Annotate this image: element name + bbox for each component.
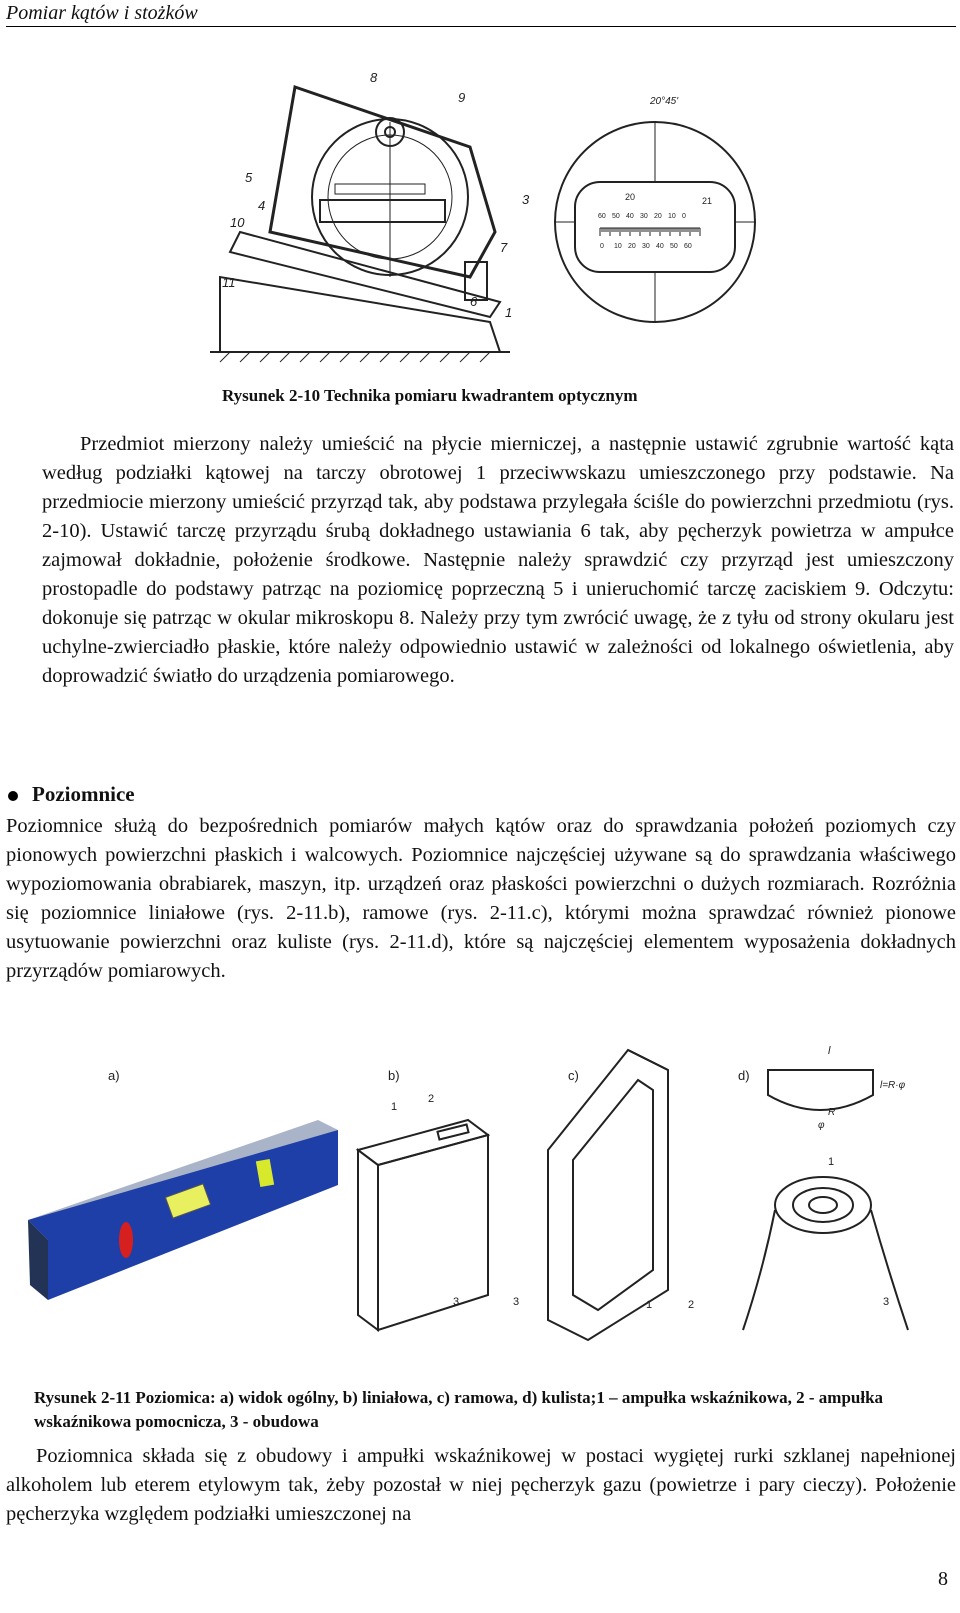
callout-4: 4 — [258, 198, 266, 213]
paragraph-2: Poziomnice służą do bezpośrednich pomiarów małych kątów oraz do sprawdzania położeń poziomych czy pionowych powierzchni płaskich i walcowych. Poziomnice najczęściej używane są do sprawdzania właściwego wypoziomowania obrabiarek, maszyn, itp. urządzeń oraz płaskości powierzchni o dużych rozmiarach. Rozróżnia się poziomnice liniałowe (rys. 2-11.b), ramowe (rys. 2-11.c), którymi można sprawdzać również pionowe usytuowanie powierzchni oraz kuliste (rys. 2-11.d), które są najczęściej elementem wyposażenia dokładnych przyrządów pomiarowych. — [6, 815, 956, 982]
section-heading — [8, 782, 135, 807]
scale-lower-number: 50 — [670, 243, 678, 250]
spherical-vial-bubble — [809, 1197, 837, 1213]
frame-edge — [628, 1050, 668, 1070]
callout-6: 6 — [470, 294, 478, 309]
b-callout-3: 3 — [453, 1296, 460, 1308]
d-formula: l=R·φ — [880, 1080, 906, 1091]
transverse-level — [335, 184, 425, 194]
c-callout-3: 3 — [513, 1296, 520, 1308]
level-red-window — [119, 1222, 133, 1258]
figure1-caption: Rysunek 2-10 Technika pomiaru kwadrantem optycznym — [222, 386, 638, 405]
panel-a — [28, 1068, 338, 1300]
d-length-label: l — [828, 1045, 831, 1057]
callout-11: 11 — [222, 275, 236, 290]
scale-top-20: 20 — [625, 192, 636, 202]
panel-d — [738, 1045, 908, 1330]
figure-spirit-levels — [28, 1040, 958, 1360]
scale-top-21: 21 — [702, 196, 713, 206]
scale-upper-number: 60 — [598, 213, 606, 220]
b-callout-1: 1 — [391, 1101, 398, 1113]
scale-upper-number: 50 — [612, 213, 620, 220]
section-heading-text: Poziomnice — [32, 782, 135, 806]
bullet-dot — [8, 791, 18, 801]
page-number: 8 — [938, 1568, 948, 1590]
scale-lower-number: 30 — [642, 243, 650, 250]
scale-upper-number: 30 — [640, 213, 648, 220]
scale-upper-numbers — [598, 213, 686, 220]
scale-upper-number: 40 — [626, 213, 634, 220]
scale-upper-number: 0 — [682, 213, 686, 220]
d-radius-label: R — [828, 1107, 836, 1118]
ruler-level-front — [358, 1150, 378, 1330]
c-callout-1: 1 — [646, 1299, 653, 1311]
figure-optical-quadrant — [200, 62, 770, 377]
paragraph-1: Przedmiot mierzony należy umieścić na płycie mierniczej, a następnie ustawić zgrubnie wartość kąta według podziałki kątowej na tarczy obrotowej 1 przeciwwskazu umieszczonego przy podstawie. Na przedmiocie mierzony umieścić przyrząd tak, aby podstawa przylegała ściśle do powierzchni przedmiotu (rys. 2-10). Ustawić tarczę przyrządu śrubą dokładnego ustawiania 6 tak, aby pęcherzyk powietrza w ampułce zajmował dokładnie, położenie środkowe. Następnie należy sprawdzić czy przyrząd jest umieszczony prostopadle do podstawy patrząc na poziomicę poprzeczną 5 i unieruchomić tarczę zaciskiem 9. Odczytu: dokonuje się patrząc w okular mikroskopu 8. Należy przy tym zwrócić uwagę, że z tyłu od strony okularu jest uchylne-zwierciadło płaskie, które należy odpowiednio ustawić w zależności od lokalnego oświetlenia, aby doprowadzić światło do urządzenia pomiarowego. — [42, 433, 954, 687]
d-callout-3: 3 — [883, 1296, 890, 1308]
base-hatching — [220, 352, 490, 362]
callout-5: 5 — [245, 170, 253, 185]
callout-3: 3 — [522, 192, 530, 207]
ruler-level-top — [358, 1120, 488, 1165]
callout-9: 9 — [458, 90, 466, 105]
d-callout-1: 1 — [828, 1156, 835, 1168]
panel-label-a: a) — [108, 1068, 120, 1083]
c-callout-2: 2 — [688, 1299, 695, 1311]
scale-lower-number: 40 — [656, 243, 664, 250]
spherical-vial-top — [775, 1177, 871, 1233]
header-title: Pomiar kątów i stożków — [6, 2, 198, 24]
panel-b — [358, 1068, 488, 1330]
d-angle-label: φ — [818, 1120, 825, 1131]
panel-c — [513, 1050, 694, 1340]
callout-8: 8 — [370, 70, 378, 85]
scale-lower-number: 20 — [628, 243, 636, 250]
ruler-level-side — [378, 1135, 488, 1330]
scale-lower-number: 60 — [684, 243, 692, 250]
panel-label-d: d) — [738, 1068, 750, 1083]
callout-1: 1 — [505, 305, 513, 320]
eyepiece-reading: 20°45' — [650, 96, 679, 107]
main-vial — [320, 200, 445, 222]
panel-label-b: b) — [388, 1068, 400, 1083]
spherical-vial-inner — [793, 1188, 853, 1222]
scale-lower-number: 0 — [600, 243, 604, 250]
frame-level-opening — [573, 1080, 653, 1310]
scale-upper-number: 10 — [668, 213, 676, 220]
callout-7: 7 — [500, 240, 508, 255]
b-callout-2: 2 — [428, 1093, 435, 1105]
quadrant-drawing — [210, 87, 513, 362]
eyepiece-view — [555, 96, 755, 322]
spherical-vial-section — [768, 1070, 873, 1110]
scale-upper-number: 20 — [654, 213, 662, 220]
frame-level-front — [548, 1050, 668, 1340]
page-header — [6, 2, 956, 27]
panel-label-c: c) — [568, 1068, 579, 1083]
measured-object — [220, 277, 500, 352]
callout-10: 10 — [230, 215, 245, 230]
paragraph-3: Poziomnica składa się z obudowy i ampułki wskaźnikowej w postaci wygiętej rurki szklanej napełnionej alkoholem lub eterem etylowym tak, żeby pozostał w niej pęcherzyk gazu (powietrze i pary cieczy). Położenie pęcherzyka względem podziałki umieszczonej na — [6, 1445, 956, 1525]
scale-lower-number: 10 — [614, 243, 622, 250]
spherical-level-body — [743, 1210, 908, 1330]
figure2-caption: Rysunek 2-11 Poziomica: a) widok ogólny, b) liniałowa, c) ramowa, d) kulista;1 – ampułka wskaźnikowa, 2 - ampułka wskaźnikowa pomocnicza, 3 - obudowa — [34, 1388, 884, 1431]
